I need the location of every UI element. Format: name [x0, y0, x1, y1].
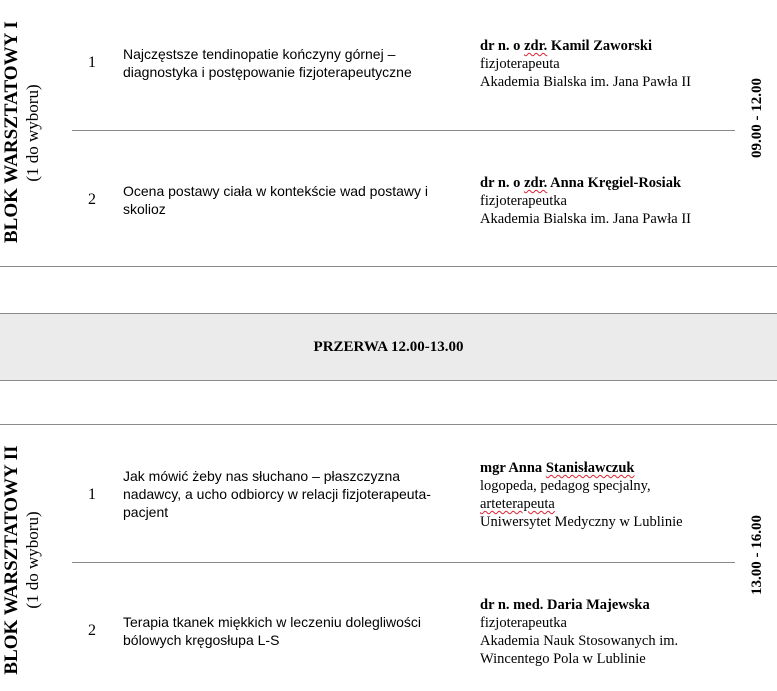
block1-row2-number: 2	[88, 191, 96, 208]
block1-row1-speaker	[480, 37, 740, 91]
block1-row2-topic: Ocena postawy ciała w kontekście wad postawy i skolioz	[123, 183, 429, 217]
block1-row1-topic: Najczęstsze tendinopatie kończyny górnej – diagnostyka i postępowanie fizjoterapeutyczne	[123, 46, 412, 80]
block2-label	[1, 435, 51, 685]
speaker-name: dr n. med. Daria Majewska	[480, 597, 650, 613]
block2-title: BLOK WARSZTATOWY II	[1, 445, 22, 675]
block2-row2-speaker	[480, 596, 750, 668]
speaker-role: fizjoterapeutka	[480, 615, 567, 631]
block1-row2-speaker	[480, 174, 740, 228]
block1-row1-number: 1	[88, 54, 96, 71]
block2-row2-number: 2	[88, 622, 96, 639]
speaker-affiliation: Akademia Nauk Stosowanych im.	[480, 633, 679, 649]
break-label: PRZERWA 12.00-13.00	[313, 338, 464, 355]
speaker-role: fizjoterapeutka	[480, 193, 567, 209]
speaker-name: dr n. o zdr. Anna Kręgiel-Rosiak	[480, 175, 682, 191]
speaker-affiliation: Uniwersytet Medyczny w Lublinie	[480, 514, 683, 530]
block2-row2-topic: Terapia tkanek miękkich w leczeniu dolegliwości bólowych kręgosłupa L-S	[123, 614, 422, 648]
break-banner	[0, 313, 777, 381]
block1-title: BLOK WARSZTATOWY I	[1, 21, 22, 243]
speaker-affiliation-cont: Wincentego Pola w Lublinie	[480, 651, 646, 667]
speaker-affiliation: Akademia Bialska im. Jana Pawła II	[480, 211, 691, 227]
speaker-name: mgr Anna Stanisławczuk	[480, 460, 635, 476]
block1-label	[1, 23, 51, 243]
speaker-role-cont: arteterapeuta	[480, 496, 555, 512]
block-divider	[0, 424, 777, 425]
block-divider	[0, 266, 777, 267]
block2-row1-speaker	[480, 459, 740, 531]
speaker-role: logopeda, pedagog specjalny,	[480, 478, 651, 494]
speaker-role: fizjoterapeuta	[480, 56, 560, 72]
speaker-affiliation: Akademia Bialska im. Jana Pawła II	[480, 74, 691, 90]
speaker-name: dr n. o zdr. Kamil Zaworski	[480, 38, 653, 54]
block2-time: 13.00 - 16.00	[749, 515, 765, 595]
row-divider	[72, 562, 735, 563]
block2-row1-topic: Jak mówić żeby nas słuchano – płaszczyzna nadawcy, a ucho odbiorcy w relacji fizjoterapeuta- pacjent	[123, 468, 431, 520]
block1-subtitle: (1 do wyboru)	[22, 84, 42, 182]
block2-row1-number: 1	[88, 486, 96, 503]
block1-time: 09.00 - 12.00	[749, 78, 765, 158]
block2-subtitle: (1 do wyboru)	[22, 511, 42, 609]
row-divider	[72, 130, 735, 131]
